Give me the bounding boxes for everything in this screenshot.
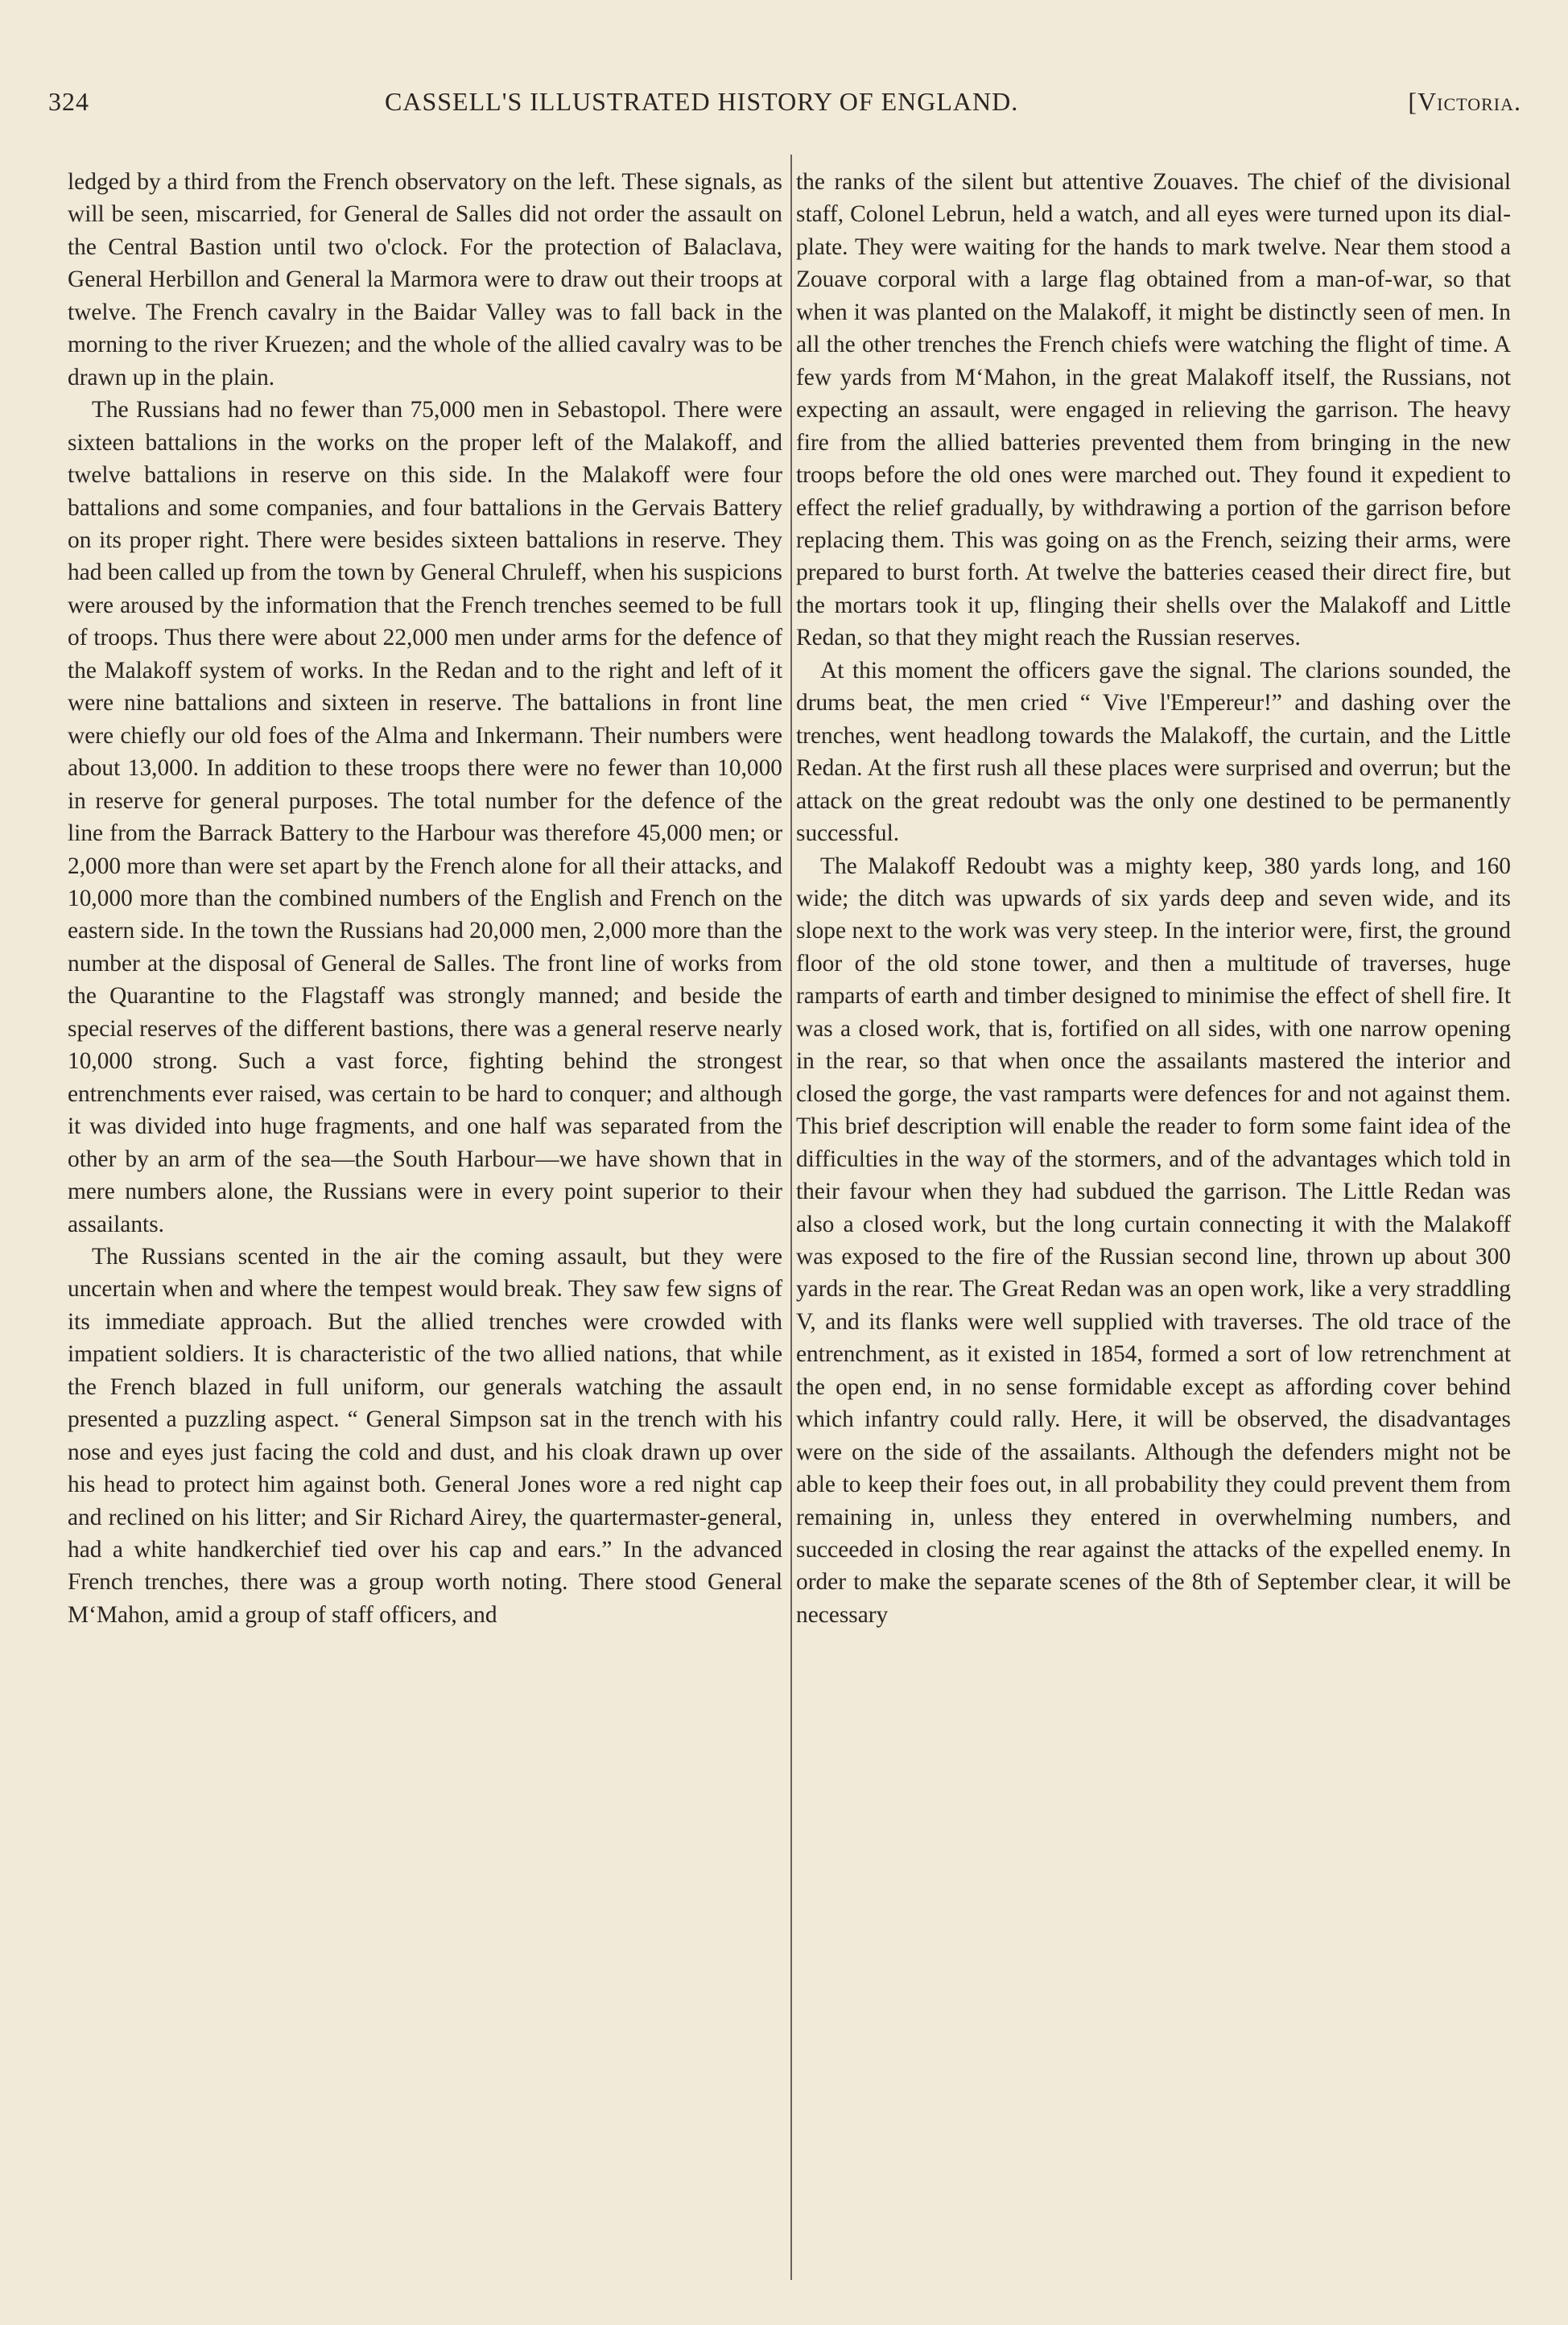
column-divider — [790, 155, 792, 2280]
paragraph: the ranks of the silent but attentive Zouaves. The chief of the divisional staff, Colonel Lebrun, held a watch, and all eyes were turned upon its dial-plate. They were waiting for the hands to mark twelve. Near them stood a Zouave corporal with a large flag obtained from a man-of-war, so that when it was planted on the Malakoff, it might be distinctly seen of men. In all the other trenches the French chiefs were watching the flight of time. A few yards from M‘Mahon, in the great Malakoff itself, the Russians, not expecting an assault, were engaged in relieving the garrison. The heavy fire from the allied batteries prevented them from bringing in the new troops before the old ones were marched out. They found it expedient to effect the relief gradually, by withdrawing a portion of the garrison before replacing them. This was going on as the French, seizing their arms, were prepared to burst forth. At twelve the batteries ceased their direct fire, but the mortars took it up, flinging their shells over the Malakoff and Little Redan, so that they might reach the Russian reserves. — [796, 169, 1511, 651]
page-number: 324 — [48, 87, 89, 116]
left-column — [68, 166, 782, 1631]
paragraph: The Malakoff Redoubt was a mighty keep, 380 yards long, and 160 wide; the ditch was upwards of six yards deep and seven wide, and its slope next to the work was very steep. In the interior were, first, the ground floor of the old stone tower, and then a multitude of traverses, huge ramparts of earth and timber designed to minimise the effect of shell fire. It was a closed work, that is, fortified on all sides, with one narrow opening in the rear, so that when once the assailants mastered the interior and closed the gorge, the vast ramparts were defences for and not against them. This brief description will enable the reader to form some faint idea of the difficulties in the way of the stormers, and of the advantages which told in their favour when they had subdued the garrison. The Little Redan was also a closed work, but the long curtain connecting it with the Malakoff was exposed to the fire of the Russian second line, thrown up about 300 yards in the rear. The Great Redan was an open work, like a very straddling V, and its flanks were well supplied with traverses. The old trace of the entrenchment, as it existed in 1854, formed a sort of low retrenchment at the open end, in no sense formidable except as affording cover behind which infantry could rally. Here, it will be observed, the disadvantages were on the side of the assailants. Although the defenders might not be able to keep their foes out, in all probability they could prevent them from remaining in, unless they entered in overwhelming numbers, and succeeded in closing the rear against the attacks of the expelled enemy. In order to make the separate scenes of the 8th of September clear, it will be necessary — [796, 853, 1511, 1628]
section-label: [Victoria. — [1408, 87, 1521, 116]
right-column — [796, 166, 1511, 1631]
paragraph: The Russians scented in the air the coming assault, but they were uncertain when and where the tempest would break. They saw few signs of its immediate approach. But the allied trenches were crowded with impatient soldiers. It is characteristic of the two allied nations, that while the French blazed in full uniform, our generals watching the assault presented a puzzling aspect. “ General Simpson sat in the trench with his nose and eyes just facing the cold and dust, and his cloak drawn up over his head to protect him against both. General Jones wore a red night cap and reclined on his litter; and Sir Richard Airey, the quartermaster-general, had a white handkerchief tied over his cap and ears.” In the advanced French trenches, there was a group worth noting. There stood General M‘Mahon, amid a group of staff officers, and — [68, 1243, 782, 1628]
paragraph: ledged by a third from the French observatory on the left. These signals, as will be seen, miscarried, for General de Salles did not order the assault on the Central Bastion until two o'clock. For the protection of Balaclava, General Herbillon and General la Marmora were to draw out their troops at twelve. The French cavalry in the Baidar Valley was to fall back in the morning to the river Kruezen; and the whole of the allied cavalry was to be drawn up in the plain. — [68, 169, 782, 390]
paragraph: The Russians had no fewer than 75,000 men in Sebastopol. There were sixteen battalions in the works on the proper left of the Malakoff, and twelve battalions in reserve on this side. In the Malakoff were four battalions and some companies, and four battalions in the Gervais Battery on its proper right. There were besides sixteen battalions in reserve. They had been called up from the town by General Chruleff, when his suspicions were aroused by the information that the French trenches seemed to be full of troops. Thus there were about 22,000 men under arms for the defence of the Malakoff system of works. In the Redan and to the right and left of it were nine battalions and sixteen in reserve. The battalions in front line were chiefly our old foes of the Alma and Inkermann. Their numbers were about 13,000. In addition to these troops there were no fewer than 10,000 in reserve for general purposes. The total number for the defence of the line from the Barrack Battery to the Harbour was therefore 45,000 men; or 2,000 more than were set apart by the French alone for all their attacks, and 10,000 more than the combined numbers of the English and French on the eastern side. In the town the Russians had 20,000 men, 2,000 more than the number at the disposal of General de Salles. The front line of works from the Quarantine to the Flagstaff was strongly manned; and beside the special reserves of the different bastions, there was a general reserve nearly 10,000 strong. Such a vast force, fighting behind the strongest entrenchments ever raised, was certain to be hard to conquer; and although it was divided into huge fragments, and one half was separated from the other by an arm of the sea—the South Harbour—we have shown that in mere numbers alone, the Russians were in every point superior to their assailants. — [68, 397, 782, 1237]
paragraph: At this moment the officers gave the signal. The clarions sounded, the drums beat, the men cried “ Vive l'Empereur!” and dashing over the trenches, went headlong towards the Malakoff, the curtain, and the Little Redan. At the first rush all these places were surprised and overrun; but the attack on the great redoubt was the only one destined to be permanently successful. — [796, 657, 1511, 847]
running-header — [48, 87, 1521, 135]
running-title: CASSELL'S ILLUSTRATED HISTORY OF ENGLAND. — [385, 87, 1019, 116]
